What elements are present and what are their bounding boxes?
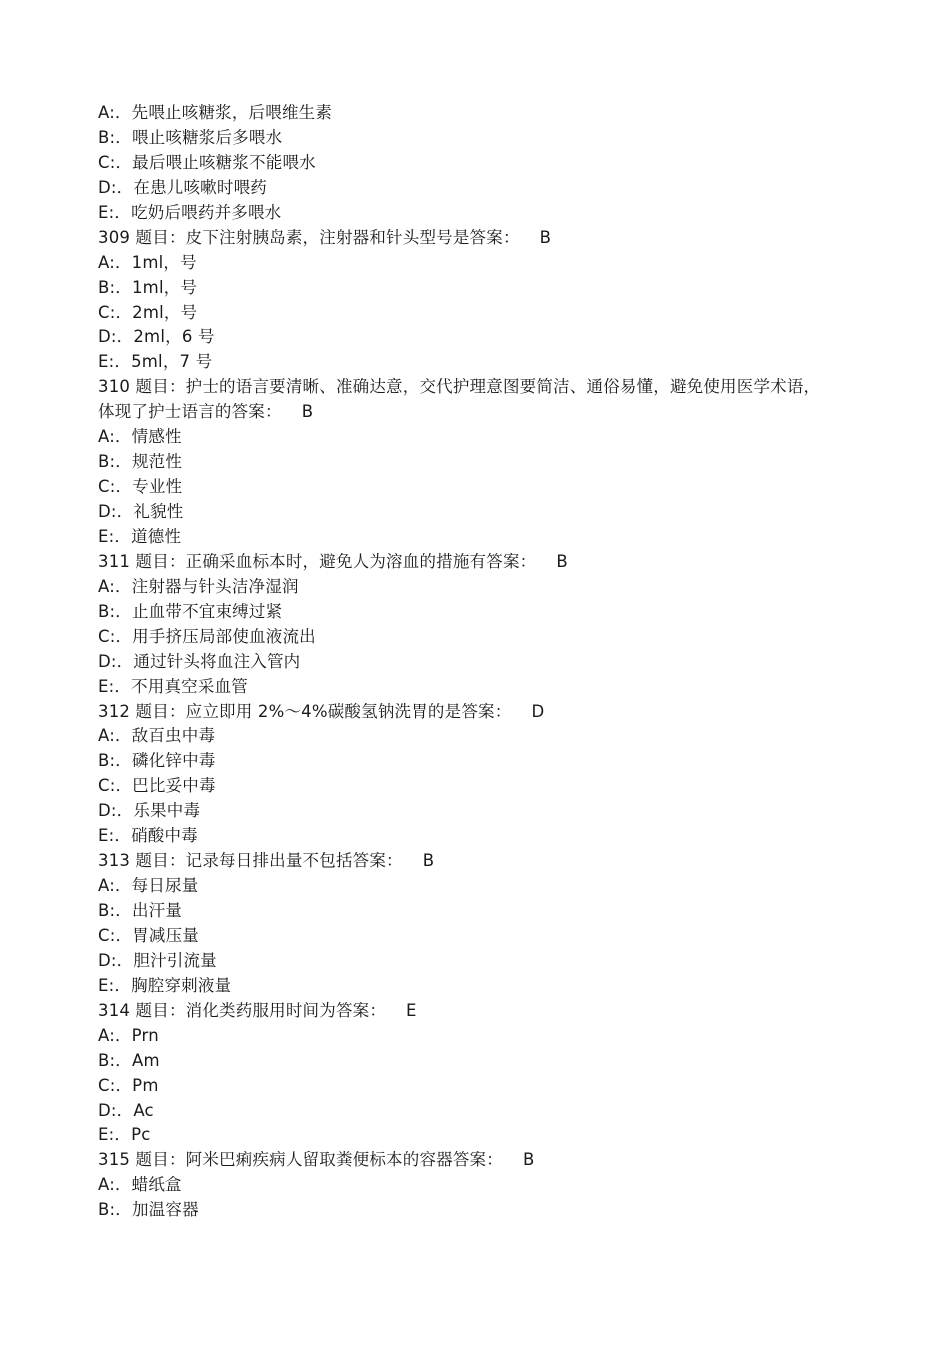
question-line — [98, 849, 828, 874]
option-text: A:．Prn — [98, 1025, 159, 1045]
option-text: A:．注射器与针头洁净湿润 — [98, 576, 299, 596]
option-line — [98, 525, 828, 550]
option-text: D:．Ac — [98, 1100, 154, 1120]
option-line — [98, 176, 828, 201]
option-line — [98, 1173, 828, 1198]
option-line — [98, 450, 828, 475]
option-line — [98, 949, 828, 974]
option-line — [98, 251, 828, 276]
question-text: 312 题目：应立即用 2%～4%碳酸氢钠洗胃的是答案： — [98, 701, 512, 721]
option-text: E:．吃奶后喂药并多喂水 — [98, 202, 282, 222]
option-text: A:．每日尿量 — [98, 876, 199, 896]
answer-letter: B — [522, 1150, 535, 1170]
option-line — [98, 924, 828, 949]
question-text: 314 题目：消化类药服用时间为答案： — [98, 1000, 387, 1020]
option-text: B:．出汗量 — [98, 901, 183, 921]
option-line — [98, 749, 828, 774]
option-text: D:．在患儿咳嗽时喂药 — [98, 177, 267, 197]
answer-letter: E — [406, 1000, 417, 1020]
option-text: E:．Pc — [98, 1125, 151, 1145]
option-line — [98, 650, 828, 675]
option-line — [98, 475, 828, 500]
option-line — [98, 350, 828, 375]
answer-letter: B — [539, 227, 552, 247]
question-line — [98, 226, 828, 251]
option-text: A:．情感性 — [98, 427, 182, 447]
option-text: B:．加温容器 — [98, 1200, 199, 1220]
option-line — [98, 600, 828, 625]
option-line — [98, 799, 828, 824]
option-line — [98, 101, 828, 126]
option-line — [98, 126, 828, 151]
option-line — [98, 974, 828, 999]
option-text: A:．蜡纸盒 — [98, 1175, 182, 1195]
option-text: D:．礼貌性 — [98, 502, 184, 522]
option-text: A:．先喂止咳糖浆，后喂维生素 — [98, 103, 333, 122]
option-line — [98, 675, 828, 700]
option-line — [98, 1099, 828, 1124]
option-text: A:．敌百虫中毒 — [98, 726, 216, 746]
option-text: C:．用手挤压局部使血液流出 — [98, 626, 316, 646]
option-text: B:．规范性 — [98, 452, 183, 472]
answer-letter: D — [531, 701, 545, 721]
option-line — [98, 1198, 828, 1223]
option-text: E:．不用真空采血管 — [98, 676, 248, 696]
document-page — [98, 101, 828, 1223]
question-line — [98, 700, 828, 725]
option-line — [98, 151, 828, 176]
option-text: B:．Am — [98, 1050, 160, 1070]
option-line — [98, 201, 828, 226]
question-line — [98, 375, 828, 425]
option-text: B:．止血带不宜束缚过紧 — [98, 601, 283, 621]
question-text: 311 题目：正确采血标本时，避免人为溶血的措施有答案： — [98, 551, 537, 571]
option-line — [98, 276, 828, 301]
option-text: B:．磷化锌中毒 — [98, 751, 216, 771]
option-line — [98, 575, 828, 600]
option-line — [98, 425, 828, 450]
option-line — [98, 824, 828, 849]
question-line — [98, 1148, 828, 1173]
option-line — [98, 899, 828, 924]
option-line — [98, 301, 828, 326]
option-line — [98, 1123, 828, 1148]
option-line — [98, 1049, 828, 1074]
option-line — [98, 500, 828, 525]
option-text: E:．道德性 — [98, 526, 182, 546]
option-line — [98, 1024, 828, 1049]
option-text: D:．2ml，6 号 — [98, 327, 215, 347]
option-text: D:．胆汁引流量 — [98, 950, 217, 970]
option-text: C:．巴比妥中毒 — [98, 776, 216, 796]
option-text: C:．2ml，号 — [98, 302, 198, 322]
option-line — [98, 325, 828, 350]
option-line — [98, 874, 828, 899]
option-line — [98, 774, 828, 799]
option-text: E:．硝酸中毒 — [98, 826, 198, 846]
question-line — [98, 550, 828, 575]
option-text: D:．乐果中毒 — [98, 801, 201, 821]
question-text: 309 题目：皮下注射胰岛素，注射器和针头型号是答案： — [98, 227, 520, 247]
option-text: A:．1ml，号 — [98, 252, 197, 272]
question-line — [98, 999, 828, 1024]
answer-letter: B — [301, 402, 314, 422]
question-text: 315 题目：阿米巴痢疾病人留取粪便标本的容器答案： — [98, 1150, 503, 1170]
option-text: D:．通过针头将血注入管内 — [98, 651, 301, 671]
option-line — [98, 1074, 828, 1099]
question-text: 310 题目：护士的语言要清晰、准确达意，交代护理意图要简洁、通俗易懂，避免使用医学术语，体现了护士语言的答案： — [98, 377, 821, 422]
option-line — [98, 724, 828, 749]
option-line — [98, 625, 828, 650]
question-text: 313 题目：记录每日排出量不包括答案： — [98, 851, 403, 871]
option-text: E:．5ml，7 号 — [98, 352, 213, 372]
option-text: C:．最后喂止咳糖浆不能喂水 — [98, 152, 316, 172]
answer-letter: B — [556, 551, 568, 571]
option-text: B:．喂止咳糖浆后多喂水 — [98, 127, 283, 147]
option-text: C:．专业性 — [98, 477, 183, 497]
answer-letter: B — [422, 851, 435, 871]
option-text: E:．胸腔穿刺液量 — [98, 975, 232, 995]
option-text: C:．胃减压量 — [98, 925, 199, 945]
option-text: C:．Pm — [98, 1075, 159, 1095]
option-text: B:．1ml，号 — [98, 277, 198, 297]
